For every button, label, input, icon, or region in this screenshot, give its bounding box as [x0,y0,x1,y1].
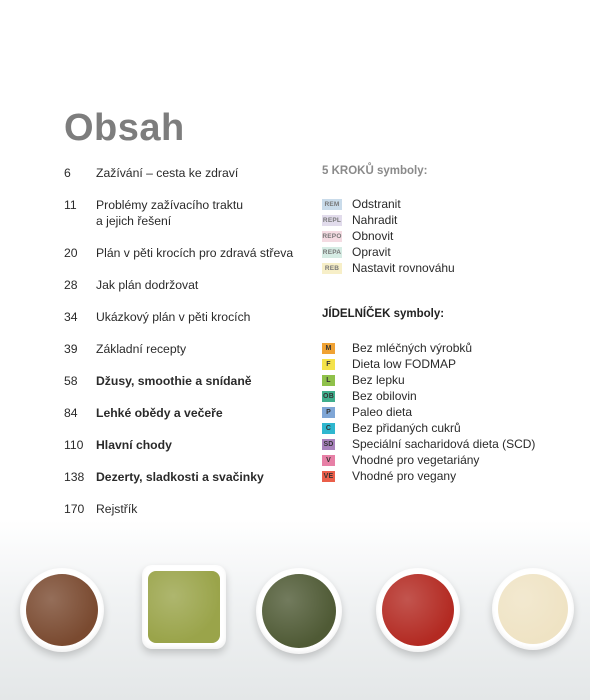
toc-title [96,373,296,389]
toc-page-number: 84 [64,406,78,420]
toc-entry[interactable] [64,373,296,389]
symbol-badge: OB [323,392,334,400]
toc-title-line: a jejich řešení [96,214,172,228]
symbol-label: Bez přidaných cukrů [352,421,461,435]
symbol-label: Bez obilovin [352,389,417,403]
step-symbol-repl [322,212,397,228]
symbol-label: Bez lepku [352,373,405,387]
symbol-label: Paleo dieta [352,405,413,419]
toc-title-line: Rejstřík [96,502,138,516]
diet-symbol-ob [322,388,417,404]
toc-entry[interactable] [64,405,296,421]
toc-title-line: Jak plán dodržovat [96,278,199,292]
toc-title-line: Plán v pěti krocích pro zdravá střeva [96,246,294,260]
symbol-label: Nahradit [352,213,398,227]
toc-title-line: Džusy, smoothie a snídaně [96,374,252,388]
flaxseed-contents [26,574,98,646]
toc-page-number: 34 [64,310,78,324]
toc-title [96,165,296,181]
diet-symbol-m [322,340,472,356]
symbol-label: Dieta low FODMAP [352,357,457,371]
step-symbol-reb [322,260,455,276]
step-symbol-repo [322,228,393,244]
diet-symbol-ve [322,468,456,484]
toc-page-number: 39 [64,342,78,356]
symbol-badge: V [322,455,335,466]
pumpkin-seeds-contents [262,574,336,648]
toc-entry[interactable] [64,437,296,453]
toc-title [96,245,296,261]
toc-title-line: Lehké obědy a večeře [96,406,223,420]
steps-heading: 5 KROKŮ symboly: [322,165,428,177]
diet-symbol-sd [322,436,535,452]
toc-entry[interactable] [64,501,296,517]
symbol-label: Vhodné pro vegany [352,469,457,483]
toc-title-line: Ukázkový plán v pěti krocích [96,310,251,324]
toc-title [96,405,296,421]
symbol-label: Obnovit [352,229,394,243]
toc-title [96,197,296,229]
symbol-badge: REPL [322,216,342,224]
diet-symbol-p [322,404,412,420]
symbol-label: Speciální sacharidová dieta (SCD) [352,437,536,451]
toc-title [96,469,296,485]
toc-page-number: 170 [64,502,85,516]
almond-flakes-bowl [492,568,574,650]
diet-heading: JÍDELNÍČEK symboly: [322,308,445,320]
toc-title [96,309,296,325]
toc-title-line: Základní recepty [96,342,187,356]
toc-page-number: 58 [64,374,78,388]
almond-flakes-contents [498,574,568,644]
toc-entry[interactable] [64,341,296,357]
symbol-badge: REPA [322,248,342,256]
symbol-label: Odstranit [352,197,401,211]
symbol-badge: REB [322,263,342,274]
toc-title [96,277,296,293]
toc-entry[interactable] [64,245,296,261]
toc-title-line: Problémy zažívacího traktu [96,198,243,212]
pumpkin-seeds-bowl [256,568,342,654]
symbol-label: Bez mléčných výrobků [352,341,473,355]
toc-page-number: 28 [64,278,78,292]
toc-page-number: 11 [64,198,77,212]
diet-symbol-f [322,356,456,372]
toc-entry[interactable] [64,165,296,181]
diet-symbol-c [322,420,461,436]
toc-entry[interactable] [64,469,296,485]
toc-page-number: 20 [64,246,78,260]
toc-entry[interactable] [64,277,296,293]
toc-entry[interactable] [64,309,296,325]
symbol-label: Nastavit rovnováhu [352,261,455,275]
toc-page-number: 110 [64,438,84,452]
symbol-badge: C [322,423,335,434]
symbol-badge: REPO [322,232,342,240]
goji-berries-contents [382,574,454,646]
toc-title [96,437,296,453]
toc-title-line: Hlavní chody [96,438,172,452]
symbol-badge: L [322,375,335,386]
goji-berries-bowl [376,568,460,652]
pistachios-bowl [142,565,226,649]
diet-symbol-v [322,452,479,468]
symbol-badge: REM [322,199,342,210]
symbol-label: Vhodné pro vegetariány [352,453,480,467]
symbol-badge: SD [323,440,334,448]
toc-title [96,501,296,517]
symbol-badge: P [322,407,335,418]
flaxseed-bowl [20,568,104,652]
toc-entry[interactable] [64,197,296,229]
page-title: Obsah [64,107,185,149]
step-symbol-rem [322,196,401,212]
symbol-badge: F [322,359,335,370]
diet-symbol-l [322,372,405,388]
toc-title [96,341,296,357]
symbol-label: Opravit [352,245,391,259]
pistachios-contents [148,571,220,643]
step-symbol-repa [322,244,391,260]
toc-page-number: 138 [64,470,85,484]
toc-title-line: Dezerty, sladkosti a svačinky [96,470,264,484]
symbol-badge: VE [323,472,334,480]
symbol-badge: M [322,343,335,354]
seed-bowls-photo [0,520,590,700]
toc-page-number: 6 [64,166,71,180]
toc-title-line: Zažívání – cesta ke zdraví [96,166,239,180]
